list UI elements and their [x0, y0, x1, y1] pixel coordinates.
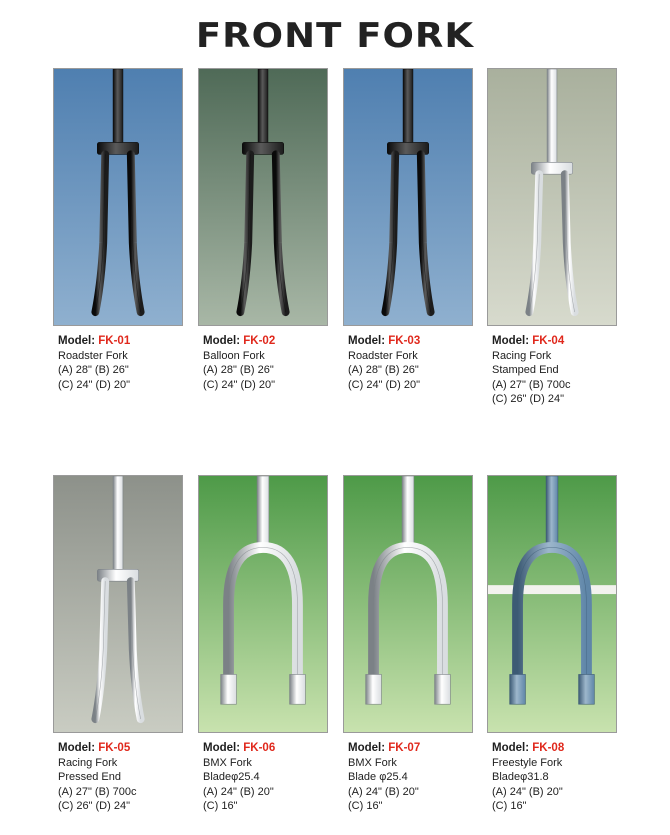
- spec-line: (A) 28" (B) 26": [203, 364, 274, 376]
- product-card-fk-06: [198, 475, 328, 814]
- model-line: [348, 741, 473, 756]
- model-code: FK-07: [388, 742, 421, 754]
- product-caption: [53, 741, 183, 814]
- spec-line: (C) 24" (D) 20": [58, 378, 130, 391]
- fork-illustration: [54, 69, 182, 325]
- spec-line: BMX Fork: [348, 756, 397, 769]
- model-label: Model:: [348, 335, 386, 347]
- spec-line: Racing Fork: [492, 349, 552, 362]
- model-line: [58, 334, 183, 349]
- spec-line: Bladeφ25.4: [203, 771, 260, 783]
- model-line: [492, 334, 617, 349]
- spec-line: (A) 27" (B) 700c: [58, 785, 137, 798]
- product-card-fk-07: [343, 475, 473, 814]
- product-photo: [487, 475, 617, 733]
- model-label: Model:: [348, 742, 386, 754]
- model-label: Model:: [58, 742, 96, 754]
- product-photo: [343, 475, 473, 733]
- model-code: FK-04: [532, 335, 565, 347]
- spec-line: (C) 26" (D) 24": [492, 393, 564, 405]
- fork-illustration: [54, 476, 182, 732]
- spec-line: (A) 24" (B) 20": [492, 785, 563, 798]
- spec-line: Stamped End: [492, 364, 559, 376]
- model-code: FK-02: [243, 335, 276, 347]
- model-label: Model:: [492, 335, 530, 347]
- model-line: [58, 741, 183, 756]
- model-label: Model:: [492, 742, 530, 754]
- product-photo: [198, 68, 328, 326]
- spec-line: (C) 16": [203, 800, 238, 812]
- fork-illustration: [344, 476, 472, 732]
- spec-line: Roadster Fork: [348, 349, 418, 362]
- product-photo: [53, 68, 183, 326]
- product-caption: [343, 334, 473, 392]
- model-code: FK-06: [243, 742, 276, 754]
- product-card-fk-03: [343, 68, 473, 392]
- model-code: FK-03: [388, 335, 421, 347]
- product-caption: [53, 334, 183, 392]
- spec-line: (C) 16": [492, 800, 527, 812]
- spec-line: (A) 24" (B) 20": [203, 785, 274, 798]
- product-photo: [343, 68, 473, 326]
- spec-line: (C) 24" (D) 20": [203, 378, 275, 391]
- product-card-fk-08: [487, 475, 617, 814]
- product-card-fk-04: [487, 68, 617, 407]
- fork-illustration: [199, 69, 327, 325]
- model-line: [348, 334, 473, 349]
- spec-line: Racing Fork: [58, 756, 118, 769]
- model-code: FK-08: [532, 742, 565, 754]
- fork-illustration: [488, 476, 616, 732]
- spec-line: (C) 24" (D) 20": [348, 378, 420, 391]
- product-photo: [487, 68, 617, 326]
- spec-line: (A) 27" (B) 700c: [492, 378, 571, 391]
- spec-line: Balloon Fork: [203, 349, 265, 362]
- page-title: FRONT FORK: [195, 15, 475, 56]
- spec-line: Roadster Fork: [58, 349, 128, 362]
- product-caption: [198, 334, 328, 392]
- fork-illustration: [199, 476, 327, 732]
- model-code: FK-05: [98, 742, 131, 754]
- model-line: [492, 741, 617, 756]
- spec-line: Freestyle Fork: [492, 756, 563, 769]
- spec-line: (A) 28" (B) 26": [58, 364, 129, 376]
- spec-line: (C) 16": [348, 800, 383, 812]
- spec-line: (A) 24" (B) 20": [348, 785, 419, 798]
- spec-line: Bladeφ31.8: [492, 771, 549, 783]
- product-caption: [343, 741, 473, 814]
- product-card-fk-02: [198, 68, 328, 392]
- model-line: [203, 334, 328, 349]
- spec-line: Blade φ25.4: [348, 771, 408, 783]
- spec-line: (A) 28" (B) 26": [348, 364, 419, 376]
- product-photo: [53, 475, 183, 733]
- fork-illustration: [344, 69, 472, 325]
- spec-line: Pressed End: [58, 771, 121, 783]
- model-label: Model:: [203, 742, 241, 754]
- model-line: [203, 741, 328, 756]
- product-card-fk-05: [53, 475, 183, 814]
- spec-line: (C) 26" (D) 24": [58, 800, 130, 812]
- model-code: FK-01: [98, 335, 131, 347]
- product-caption: [487, 741, 617, 814]
- model-label: Model:: [58, 335, 96, 347]
- product-photo: [198, 475, 328, 733]
- fork-illustration: [488, 69, 616, 325]
- product-caption: [487, 334, 617, 407]
- product-caption: [198, 741, 328, 814]
- spec-line: BMX Fork: [203, 756, 252, 769]
- product-card-fk-01: [53, 68, 183, 392]
- model-label: Model:: [203, 335, 241, 347]
